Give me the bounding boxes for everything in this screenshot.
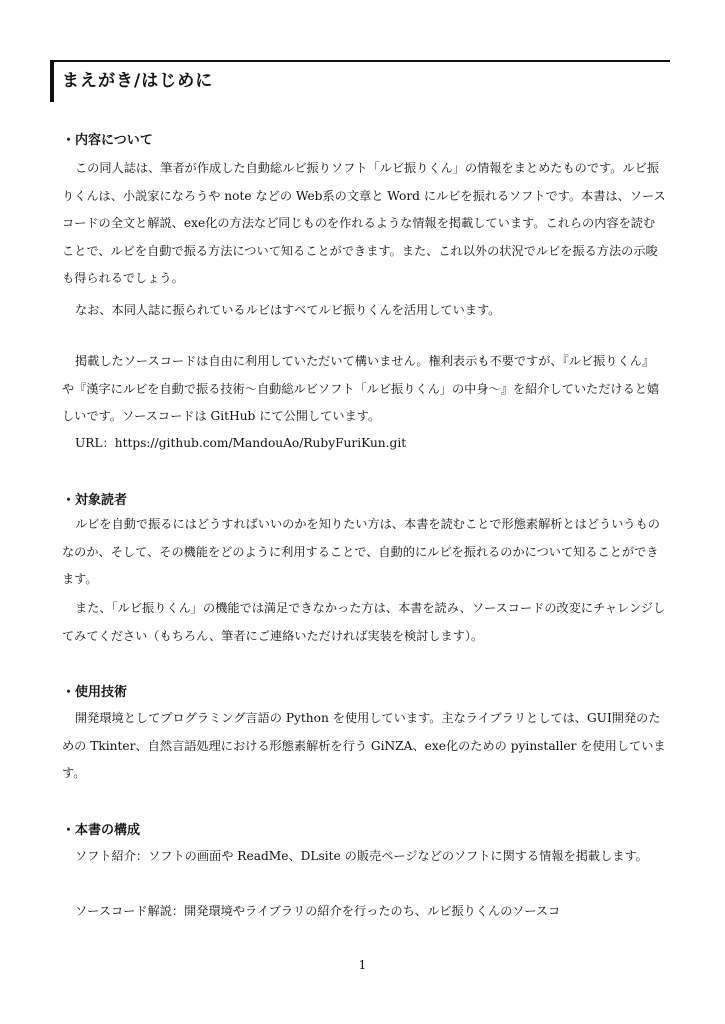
paragraph: この同人誌は、筆者が作成した自動総ルビ振りソフト「ルビ振りくん」の情報をまとめたものです。ルビ振りくんは、小説家になろうや note などの Web系の文章と Word にルビを振れるソフトです。本書は、ソースコードの全文と解説、exe化の方法など同じものを作れるような情報を掲載しています。これらの内容を読むことで、ルビを自動で振る方法について知ることができます。また、これ以外の状況でルビを振る方法の示唆も得られるでしょう。 (62, 161, 666, 285)
paragraph: ソースコード解説：開発環境やライブラリの紹介を行ったのち、ルビ振りくんのソースコ (75, 904, 561, 918)
paragraph: ルビを自動で振るにはどうすればいいのかを知りたい方は、本書を読むことで形態素解析とはどういうものなのか、そして、その機能をどのように利用することで、自動的にルビを振れるのかについて知ることができます。 (62, 517, 660, 586)
section-heading: ・本書の構成 (62, 823, 141, 838)
paragraph: ソフト紹介：ソフトの画面や ReadMe、DLsite の販売ページなどのソフトに関する情報を掲載します。 (75, 849, 648, 863)
section-heading: ・使用技術 (62, 685, 128, 700)
section-heading: ・内容について (62, 133, 153, 148)
page-number: 1 (358, 958, 367, 972)
paragraph: なお、本同人誌に振られているルビはすべてルビ振りくんを活用しています。 (75, 303, 501, 317)
repository-url: URL：https://github.com/MandouAo/RubyFuriKun.git (75, 436, 407, 450)
paragraph: 開発環境としてプログラミング言語の Python を使用しています。主なライブラリとしては、GUI開発のための Tkinter、自然言語処理における形態素解析を行う GiNZA、exe化のための pyinstaller を使用しています。 (62, 711, 666, 780)
section-heading: ・対象読者 (62, 493, 128, 508)
page-title: まえがき/はじめに (62, 71, 214, 91)
paragraph: また、「ルビ振りくん」の機能では満足できなかった方は、本書を読み、ソースコードの改変にチャレンジしてみてください（もちろん、筆者にご連絡いただければ実装を検討します）。 (62, 601, 666, 643)
paragraph: 掲載したソースコードは自由に利用していただいて構いません。権利表示も不要ですが、『ルビ振りくん』や『漢字にルビを自動で振る技術〜自動総ルビソフト「ルビ振りくん」の中身〜』を紹介していただけると嬉しいです。ソースコードは GitHub にて公開しています。 (62, 354, 660, 423)
